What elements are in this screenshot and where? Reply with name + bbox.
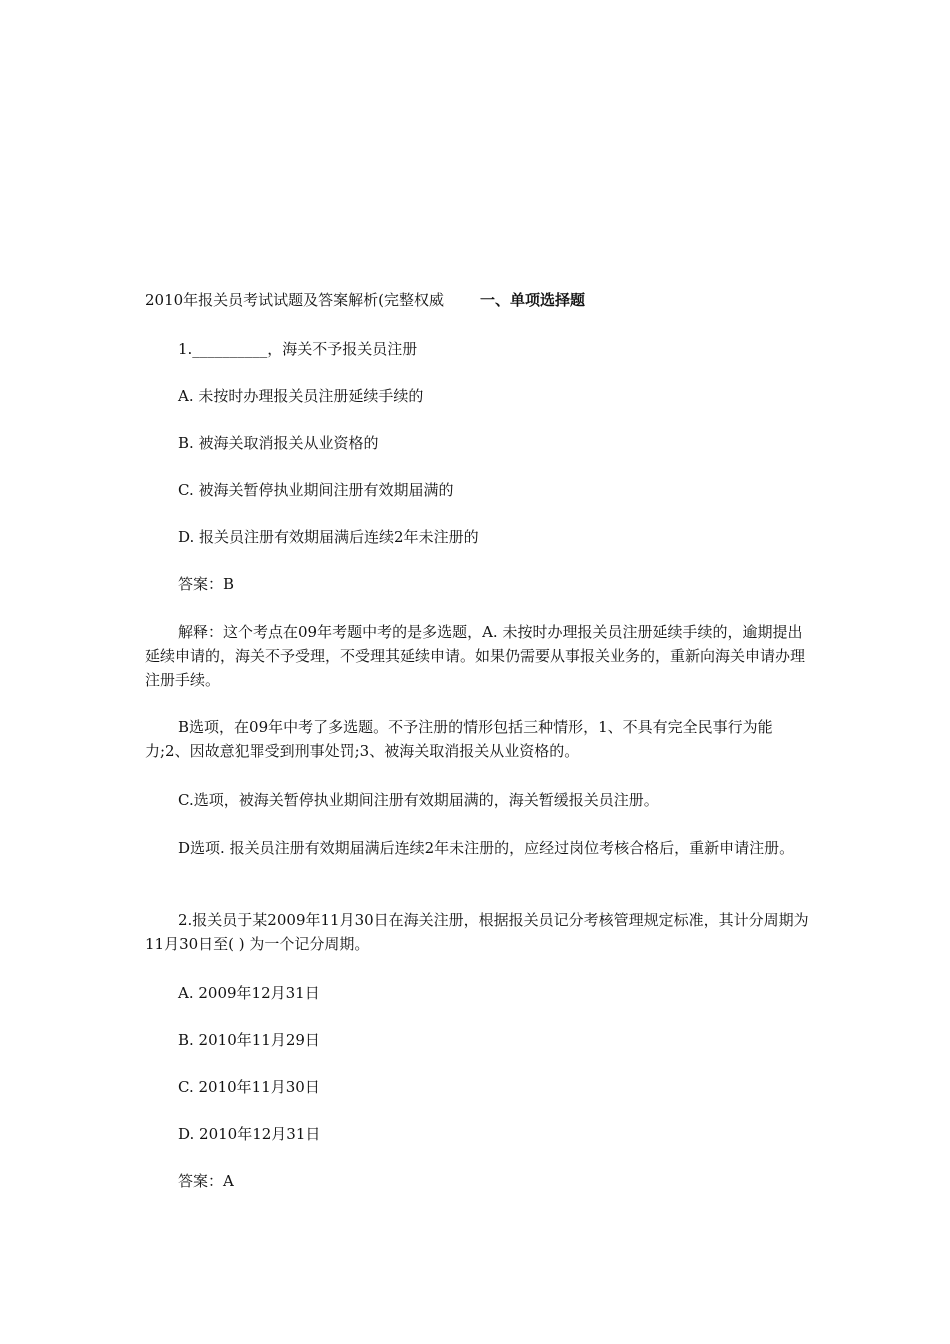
q1-option-a: A. 未按时办理报关员注册延续手续的 [178,387,424,405]
q1-explanation-3: C.选项，被海关暂停执业期间注册有效期届满的，海关暂缓报关员注册。 [178,791,659,809]
q2-option-d: D. 2010年12月31日 [178,1125,321,1143]
document-title: 2010年报关员考试试题及答案解析(完整权威 [145,291,445,309]
q2-option-a: A. 2009年12月31日 [178,984,320,1002]
q2-stem: 2.报关员于某2009年11月30日在海关注册，根据报关员记分考核管理规定标准，其计分周期为11月30日至( ) 为一个记分周期。 [145,911,809,953]
q1-option-b: B. 被海关取消报关从业资格的 [178,434,379,452]
q1-explanation-1: 解释：这个考点在09年考题中考的是多选题，A. 未按时办理报关员注册延续手续的，逾期提出延续申请的，海关不予受理，不受理其延续申请。如果仍需要从事报关业务的，重新向海关申请办理注册手续。 [145,623,806,689]
q2-option-c: C. 2010年11月30日 [178,1078,320,1096]
document-heading [145,288,585,312]
q2-answer: 答案：A [178,1172,234,1190]
q1-option-c: C. 被海关暂停执业期间注册有效期届满的 [178,481,454,499]
q1-explanation-4: D选项. 报关员注册有效期届满后连续2年未注册的，应经过岗位考核合格后，重新申请注册。 [178,839,795,857]
q1-explanation-2: B选项，在09年中考了多选题。不予注册的情形包括三种情形，1、不具有完全民事行为能力;2、因故意犯罪受到刑事处罚;3、被海关取消报关从业资格的。 [145,718,773,760]
section-title: 一、单项选择题 [480,291,586,309]
q1-answer: 答案：B [178,575,235,593]
q1-option-d: D. 报关员注册有效期届满后连续2年未注册的 [178,528,479,546]
q1-stem: 1.__________，海关不予报关员注册 [178,340,418,358]
q2-option-b: B. 2010年11月29日 [178,1031,320,1049]
